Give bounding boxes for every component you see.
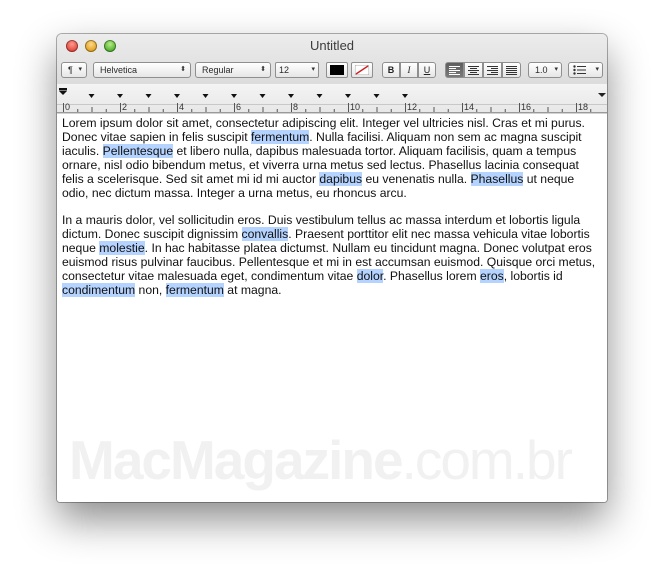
- highlighted-word: eros: [480, 269, 504, 284]
- highlighted-word: condimentum: [62, 283, 136, 298]
- text-color-swatch: [330, 65, 344, 75]
- ruler-label: 2: [122, 102, 128, 112]
- right-margin-marker: [598, 93, 606, 97]
- text-run: . Praesent porttitor elit nec massa vehicula vitae lobortis neque: [62, 227, 590, 256]
- text-run: . Phasellus lorem: [383, 269, 481, 284]
- first-line-indent-marker: [59, 91, 67, 95]
- ruler-label: 16: [521, 102, 532, 112]
- font-size-value: 12: [279, 65, 290, 75]
- text-run: . Nulla facilisi. Aliquam non sem ac magna suscipit iaculis.: [62, 130, 582, 159]
- ruler-label: 8: [293, 102, 299, 112]
- align-right-button[interactable]: [483, 62, 502, 78]
- font-style-popup[interactable]: [195, 62, 271, 78]
- text-style-segmented-control: [382, 62, 436, 76]
- paragraph-1: [62, 116, 602, 201]
- watermark-brand: MacMagazine: [69, 429, 402, 491]
- align-left-icon: [449, 66, 460, 75]
- chevron-down-icon: ▾: [554, 66, 558, 73]
- ruler-scale: [57, 84, 607, 113]
- chevron-down-icon: ▾: [311, 66, 315, 73]
- chevron-down-icon: ▾: [78, 66, 82, 73]
- text-run: In a mauris dolor, vel sollicitudin eros. Duis vestibulum tellus ac massa interdum et lobortis ligula dictum. Donec suscipit dignissim: [62, 213, 581, 242]
- justify-button[interactable]: [502, 62, 521, 78]
- align-right-icon: [487, 66, 498, 75]
- format-toolbar: [57, 62, 607, 82]
- list-bullets-popup[interactable]: [568, 62, 603, 78]
- watermark: [69, 428, 609, 498]
- left-indent-marker: [59, 88, 67, 91]
- ruler-label: 4: [179, 102, 185, 112]
- font-size-combo[interactable]: [275, 62, 319, 78]
- font-family-value: Helvetica: [100, 65, 138, 75]
- tab-stop-marker: [345, 94, 351, 98]
- window-title: Untitled: [309, 38, 355, 53]
- text-run: Lorem ipsum dolor sit amet, consectetur adipiscing elit. Integer vel ultricies nisl. Cras et mi purus. Donec vitae sapien in felis suscipit: [62, 116, 585, 145]
- tab-stop-marker: [231, 94, 237, 98]
- ruler-label: 6: [236, 102, 242, 112]
- line-spacing-popup[interactable]: [528, 62, 562, 78]
- highlighted-word: convallis: [241, 227, 289, 242]
- align-left-button[interactable]: [445, 62, 464, 78]
- title-bar: [57, 34, 607, 115]
- text-run: eu venenatis nulla.: [362, 172, 471, 187]
- highlighted-word: molestie: [99, 241, 145, 256]
- align-center-icon: [468, 66, 479, 75]
- text-run: . In hac habitasse platea dictumst. Nullam eu tincidunt magna. Donec volutpat eros euismod risus pulvinar faucibus. Pellentesque et mi in est accumsan euismod. Quisque orci metus, consectetur vitae malesuada eget, condimentum vitae: [62, 241, 596, 284]
- text-run: at magna.: [223, 283, 282, 298]
- chevron-down-icon: ▾: [595, 66, 599, 73]
- watermark-domain: .com.br: [401, 429, 571, 491]
- text-run: ut neque odio, nec dictum massa. Integer a urna metus, eu rhoncus arcu.: [62, 172, 575, 201]
- tab-stop-marker: [374, 94, 380, 98]
- text-run: non,: [135, 283, 166, 298]
- tab-stop-marker: [117, 94, 123, 98]
- highlighted-word: dolor: [356, 269, 384, 284]
- underline-button[interactable]: U: [418, 62, 436, 78]
- paragraph-styles-popup[interactable]: [61, 62, 87, 78]
- tab-stop-marker: [146, 94, 152, 98]
- tab-stop-marker: [402, 94, 408, 98]
- tab-stop-marker: [89, 94, 95, 98]
- up-down-arrows-icon: ⬍: [260, 66, 266, 73]
- ruler-label: 14: [464, 102, 475, 112]
- tab-stop-marker: [317, 94, 323, 98]
- ruler-label: 10: [350, 102, 361, 112]
- tab-stop-marker: [288, 94, 294, 98]
- tab-stop-marker: [260, 94, 266, 98]
- ruler-label: 0: [65, 102, 71, 112]
- no-color-icon: [355, 65, 369, 75]
- text-run: et libero nulla, dapibus malesuada tortor. Aliquam facilisis, quam a tempus ornare, nisl odio bibendum metus, et viverra urna metus sed lectus. Phasellus lacinia consequat felis a scelerisque. Sed sit amet mi id mi auctor: [62, 144, 579, 187]
- font-family-popup[interactable]: [93, 62, 191, 78]
- text-run: , lobortis id: [503, 269, 563, 284]
- tab-stop-marker: [174, 94, 180, 98]
- text-color-well[interactable]: [326, 62, 348, 78]
- bold-button[interactable]: B: [382, 62, 400, 78]
- up-down-arrows-icon: ⬍: [180, 66, 186, 73]
- align-center-button[interactable]: [464, 62, 483, 78]
- font-style-value: Regular: [202, 65, 234, 75]
- paragraph-2: [62, 213, 602, 298]
- alignment-segmented-control: [445, 62, 521, 76]
- highlighted-word: fermentum: [165, 283, 224, 298]
- ruler-label: 18: [578, 102, 589, 112]
- highlighted-word: fermentum: [251, 130, 310, 145]
- bulleted-list-icon: [573, 65, 587, 75]
- tab-stop-marker: [203, 94, 209, 98]
- highlighted-word: Phasellus: [470, 172, 524, 187]
- paragraph-styles-label: ¶: [68, 65, 73, 75]
- highlighted-word: dapibus: [319, 172, 363, 187]
- justify-icon: [506, 66, 517, 75]
- highlight-color-well[interactable]: [351, 62, 373, 78]
- line-spacing-value: 1.0: [535, 65, 548, 75]
- italic-button[interactable]: I: [400, 62, 418, 78]
- ruler[interactable]: [57, 84, 607, 113]
- highlighted-word: Pellentesque: [102, 144, 174, 159]
- ruler-label: 12: [407, 102, 418, 112]
